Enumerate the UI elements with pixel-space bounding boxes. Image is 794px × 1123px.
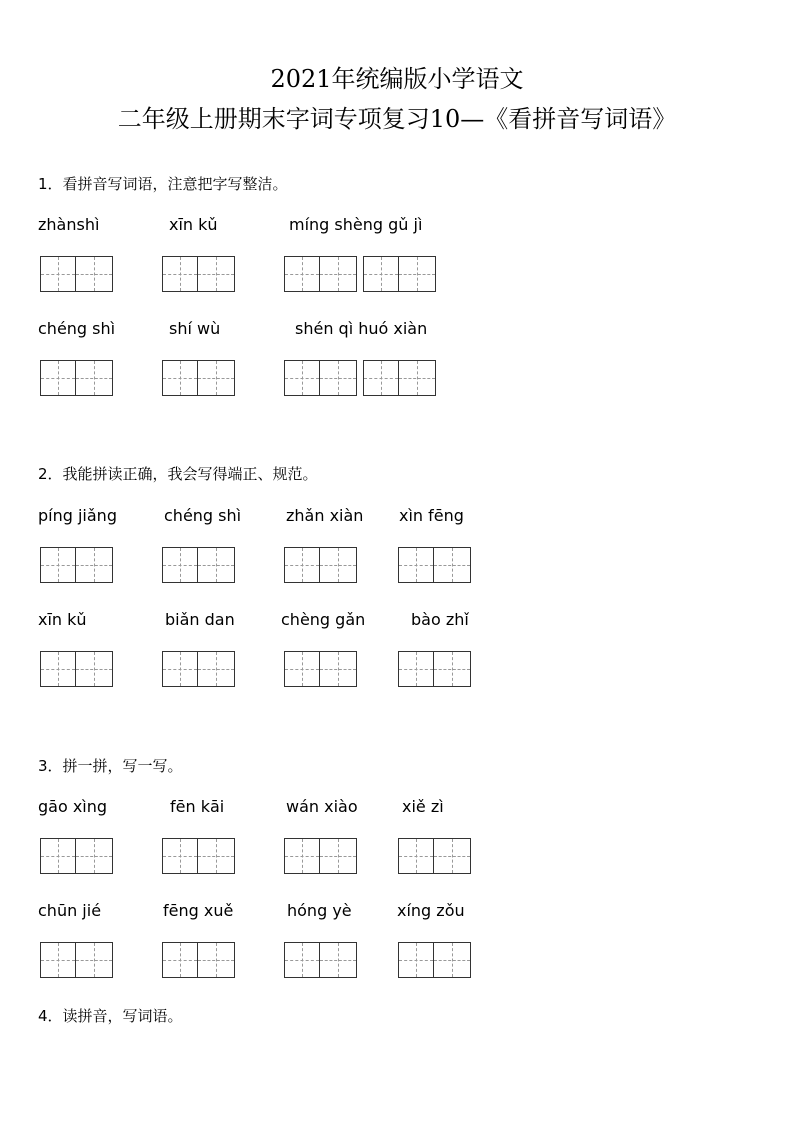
pinyin-label: míng shèng gǔ jì bbox=[289, 215, 423, 234]
writing-grid[interactable] bbox=[162, 360, 235, 396]
writing-grid[interactable] bbox=[40, 360, 113, 396]
pinyin-label: zhǎn xiàn bbox=[286, 506, 364, 525]
pinyin-label: bào zhǐ bbox=[411, 610, 469, 629]
pinyin-label: zhànshì bbox=[38, 215, 100, 234]
pinyin-label: píng jiǎng bbox=[38, 506, 117, 525]
pinyin-label: xīn kǔ bbox=[38, 610, 87, 629]
writing-grid[interactable] bbox=[363, 256, 436, 292]
pinyin-label: chéng shì bbox=[164, 506, 242, 525]
writing-grid[interactable] bbox=[284, 838, 357, 874]
writing-grid[interactable] bbox=[284, 256, 357, 292]
writing-grid[interactable] bbox=[162, 651, 235, 687]
pinyin-label: chéng shì bbox=[38, 319, 116, 338]
pinyin-label: chūn jié bbox=[38, 901, 102, 920]
pinyin-label: xìn fēng bbox=[399, 506, 464, 525]
writing-grid[interactable] bbox=[398, 547, 471, 583]
writing-grid[interactable] bbox=[284, 360, 357, 396]
section-2-instruction: 2．我能拼读正确，我会写得端正、规范。 bbox=[38, 465, 318, 483]
writing-grid[interactable] bbox=[363, 360, 436, 396]
section-1-instruction: 1．看拼音写词语，注意把字写整洁。 bbox=[38, 175, 288, 193]
pinyin-label: xīn kǔ bbox=[169, 215, 218, 234]
pinyin-label: fēn kāi bbox=[170, 797, 225, 816]
writing-grid[interactable] bbox=[162, 838, 235, 874]
pinyin-label: fēng xuě bbox=[163, 901, 234, 920]
writing-grid[interactable] bbox=[398, 651, 471, 687]
pinyin-label: xiě zì bbox=[402, 797, 444, 816]
writing-grid[interactable] bbox=[40, 256, 113, 292]
pinyin-label: chèng gǎn bbox=[281, 610, 366, 629]
pinyin-label: gāo xìng bbox=[38, 797, 108, 816]
pinyin-label: shí wù bbox=[169, 319, 221, 338]
pinyin-label: wán xiào bbox=[286, 797, 358, 816]
document-title-line2: 二年级上册期末字词专项复习10—《看拼音写词语》 bbox=[117, 105, 677, 133]
pinyin-label: biǎn dan bbox=[165, 610, 235, 629]
writing-grid[interactable] bbox=[284, 942, 357, 978]
writing-grid[interactable] bbox=[284, 547, 357, 583]
writing-grid[interactable] bbox=[398, 838, 471, 874]
writing-grid[interactable] bbox=[162, 942, 235, 978]
writing-grid[interactable] bbox=[40, 942, 113, 978]
pinyin-label: shén qì huó xiàn bbox=[295, 319, 428, 338]
writing-grid[interactable] bbox=[40, 651, 113, 687]
writing-grid[interactable] bbox=[162, 256, 235, 292]
section-4-instruction: 4．读拼音，写词语。 bbox=[38, 1007, 183, 1025]
writing-grid[interactable] bbox=[284, 651, 357, 687]
document-title-line1: 2021年统编版小学语文 bbox=[270, 65, 524, 93]
writing-grid[interactable] bbox=[40, 547, 113, 583]
writing-grid[interactable] bbox=[162, 547, 235, 583]
writing-grid[interactable] bbox=[398, 942, 471, 978]
pinyin-label: hóng yè bbox=[287, 901, 352, 920]
section-3-instruction: 3．拼一拼，写一写。 bbox=[38, 757, 183, 775]
pinyin-label: xíng zǒu bbox=[397, 901, 465, 920]
writing-grid[interactable] bbox=[40, 838, 113, 874]
